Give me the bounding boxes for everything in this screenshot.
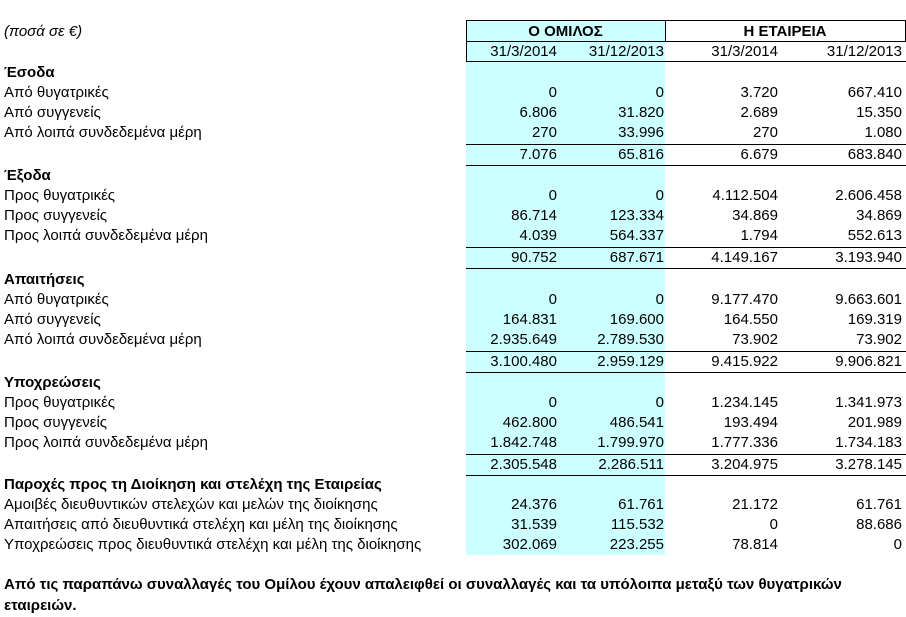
section-title: Παροχές προς τη Διοίκηση και στελέχη της Εταιρείας [4,476,382,493]
row-value: 201.989 [847,414,902,431]
row-value: 0 [655,394,664,411]
table-row [0,393,906,413]
total-value: 2.959.129 [597,353,664,370]
total-value: 3.100.480 [490,353,557,370]
table-row [0,330,906,350]
total-bottom-rule [466,268,906,269]
table-row [0,535,906,555]
row-value: 31.539 [511,516,557,533]
row-value: 667.410 [847,84,902,101]
section-title: Απαιτήσεις [4,271,85,288]
row-value: 1.842.748 [490,434,557,451]
total-value: 3.193.940 [835,249,902,266]
total-value: 2.305.548 [490,456,557,473]
row-value: 3.720 [740,84,778,101]
row-value: 1.080 [864,124,902,141]
row-value: 88.686 [856,516,902,533]
total-value: 3.278.145 [835,456,902,473]
total-value: 687.671 [609,249,664,266]
section-title-row [0,373,906,393]
row-value: 193.494 [723,414,778,431]
row-label: Από λοιπά συνδεδεμένα μέρη [4,331,202,348]
date-header-group-1: 31/3/2014 [490,43,557,60]
row-label: Αμοιβές διευθυντικών στελεχών και μελών της διοίκησης [4,496,378,513]
row-value: 15.350 [856,104,902,121]
row-value: 123.334 [609,207,664,224]
row-value: 4.112.504 [712,187,778,204]
row-value: 6.806 [519,104,557,121]
row-value: 86.714 [511,207,557,224]
row-value: 34.869 [856,207,902,224]
row-value: 61.761 [856,496,902,513]
row-value: 0 [893,536,902,553]
row-value: 73.902 [732,331,778,348]
total-value: 7.076 [519,146,557,163]
total-value: 3.204.975 [711,456,778,473]
total-value: 4.149.167 [711,249,778,266]
row-value: 462.800 [502,414,557,431]
row-value: 1.794 [740,227,778,244]
row-value: 34.869 [732,207,778,224]
row-value: 270 [531,124,557,141]
row-value: 115.532 [610,516,664,533]
date-header-company-2: 31/12/2013 [826,43,902,60]
row-value: 0 [769,516,778,533]
header-bottom-rule [466,61,906,62]
row-value: 223.255 [609,536,664,553]
row-value: 24.376 [511,496,557,513]
row-value: 9.663.601 [835,291,902,308]
total-value: 2.286.511 [598,456,664,473]
table-row [0,290,906,310]
row-value: 1.777.336 [711,434,778,451]
row-value: 0 [548,84,557,101]
section-title-row [0,63,906,83]
total-row [0,455,906,475]
total-value: 65.816 [618,146,664,163]
row-value: 270 [752,124,778,141]
row-value: 1.341.973 [835,394,902,411]
row-value: 1.799.970 [597,434,664,451]
section-title: Έσοδα [4,64,55,81]
row-label: Προς συγγενείς [4,207,108,224]
row-value: 164.831 [502,311,557,328]
total-value: 9.415.922 [711,353,778,370]
total-row [0,145,906,165]
section-title-row [0,166,906,186]
row-label: Από λοιπά συνδεδεμένα μέρη [4,124,202,141]
row-value: 552.613 [847,227,902,244]
total-value: 683.840 [847,146,902,163]
row-value: 0 [548,291,557,308]
total-value: 90.752 [511,249,557,266]
row-value: 2.935.649 [490,331,557,348]
group-header: Ο ΟΜΙΛΟΣ [528,23,603,40]
date-header-group-2: 31/12/2013 [588,43,664,60]
row-label: Από θυγατρικές [4,291,109,308]
date-header-company-1: 31/3/2014 [711,43,778,60]
row-value: 73.902 [856,331,902,348]
row-value: 486.541 [609,414,664,431]
currency-caption: (ποσά σε €) [4,23,83,40]
table-row [0,226,906,246]
row-label: Απαιτήσεις από διευθυντικά στελέχη και μέλη της διοίκησης [4,516,398,533]
row-value: 0 [548,394,557,411]
row-label: Προς θυγατρικές [4,187,116,204]
total-value: 6.679 [740,146,778,163]
row-value: 2.689 [740,104,778,121]
table-row [0,310,906,330]
total-value: 9.906.821 [835,353,902,370]
section-title: Υποχρεώσεις [4,374,101,391]
section-title: Έξοδα [4,167,51,184]
row-label: Προς λοιπά συνδεδεμένα μέρη [4,227,208,244]
row-label: Προς συγγενείς [4,414,108,431]
row-value: 33.996 [618,124,664,141]
row-value: 302.069 [502,536,557,553]
table-row [0,413,906,433]
total-row [0,352,906,372]
row-value: 169.319 [847,311,902,328]
table-row [0,495,906,515]
table-row [0,103,906,123]
footnote: Από τις παραπάνω συναλλαγές του Ομίλου έχουν απαλειφθεί οι συναλλαγές και τα υπόλοιπα μεταξύ των θυγατρικών εταιρειών. [4,576,842,614]
row-value: 2.606.458 [835,187,902,204]
row-label: Υποχρεώσεις προς διευθυντικά στελέχη και μέλη της διοίκησης [4,536,422,553]
row-value: 564.337 [609,227,664,244]
row-label: Από συγγενείς [4,311,101,328]
row-value: 1.734.183 [835,434,902,451]
row-label: Προς λοιπά συνδεδεμένα μέρη [4,434,208,451]
section-title-row [0,475,906,495]
row-value: 21.172 [732,496,778,513]
row-value: 0 [655,291,664,308]
row-label: Προς θυγατρικές [4,394,116,411]
row-label: Από θυγατρικές [4,84,109,101]
total-row [0,248,906,268]
row-value: 9.177.470 [711,291,778,308]
company-header: Η ΕΤΑΙΡΕΙΑ [743,23,827,40]
row-value: 1.234.145 [711,394,778,411]
row-value: 0 [655,84,664,101]
section-title-row [0,270,906,290]
table-row [0,515,906,535]
table-row [0,83,906,103]
row-label: Από συγγενείς [4,104,101,121]
row-value: 0 [655,187,664,204]
table-row [0,123,906,143]
table-row [0,186,906,206]
row-value: 78.814 [732,536,778,553]
row-value: 164.550 [723,311,778,328]
row-value: 61.761 [618,496,664,513]
row-value: 31.820 [618,104,664,121]
row-value: 2.789.530 [597,331,664,348]
row-value: 4.039 [519,227,557,244]
row-value: 0 [548,187,557,204]
row-value: 169.600 [609,311,664,328]
table-row [0,206,906,226]
table-row [0,433,906,453]
